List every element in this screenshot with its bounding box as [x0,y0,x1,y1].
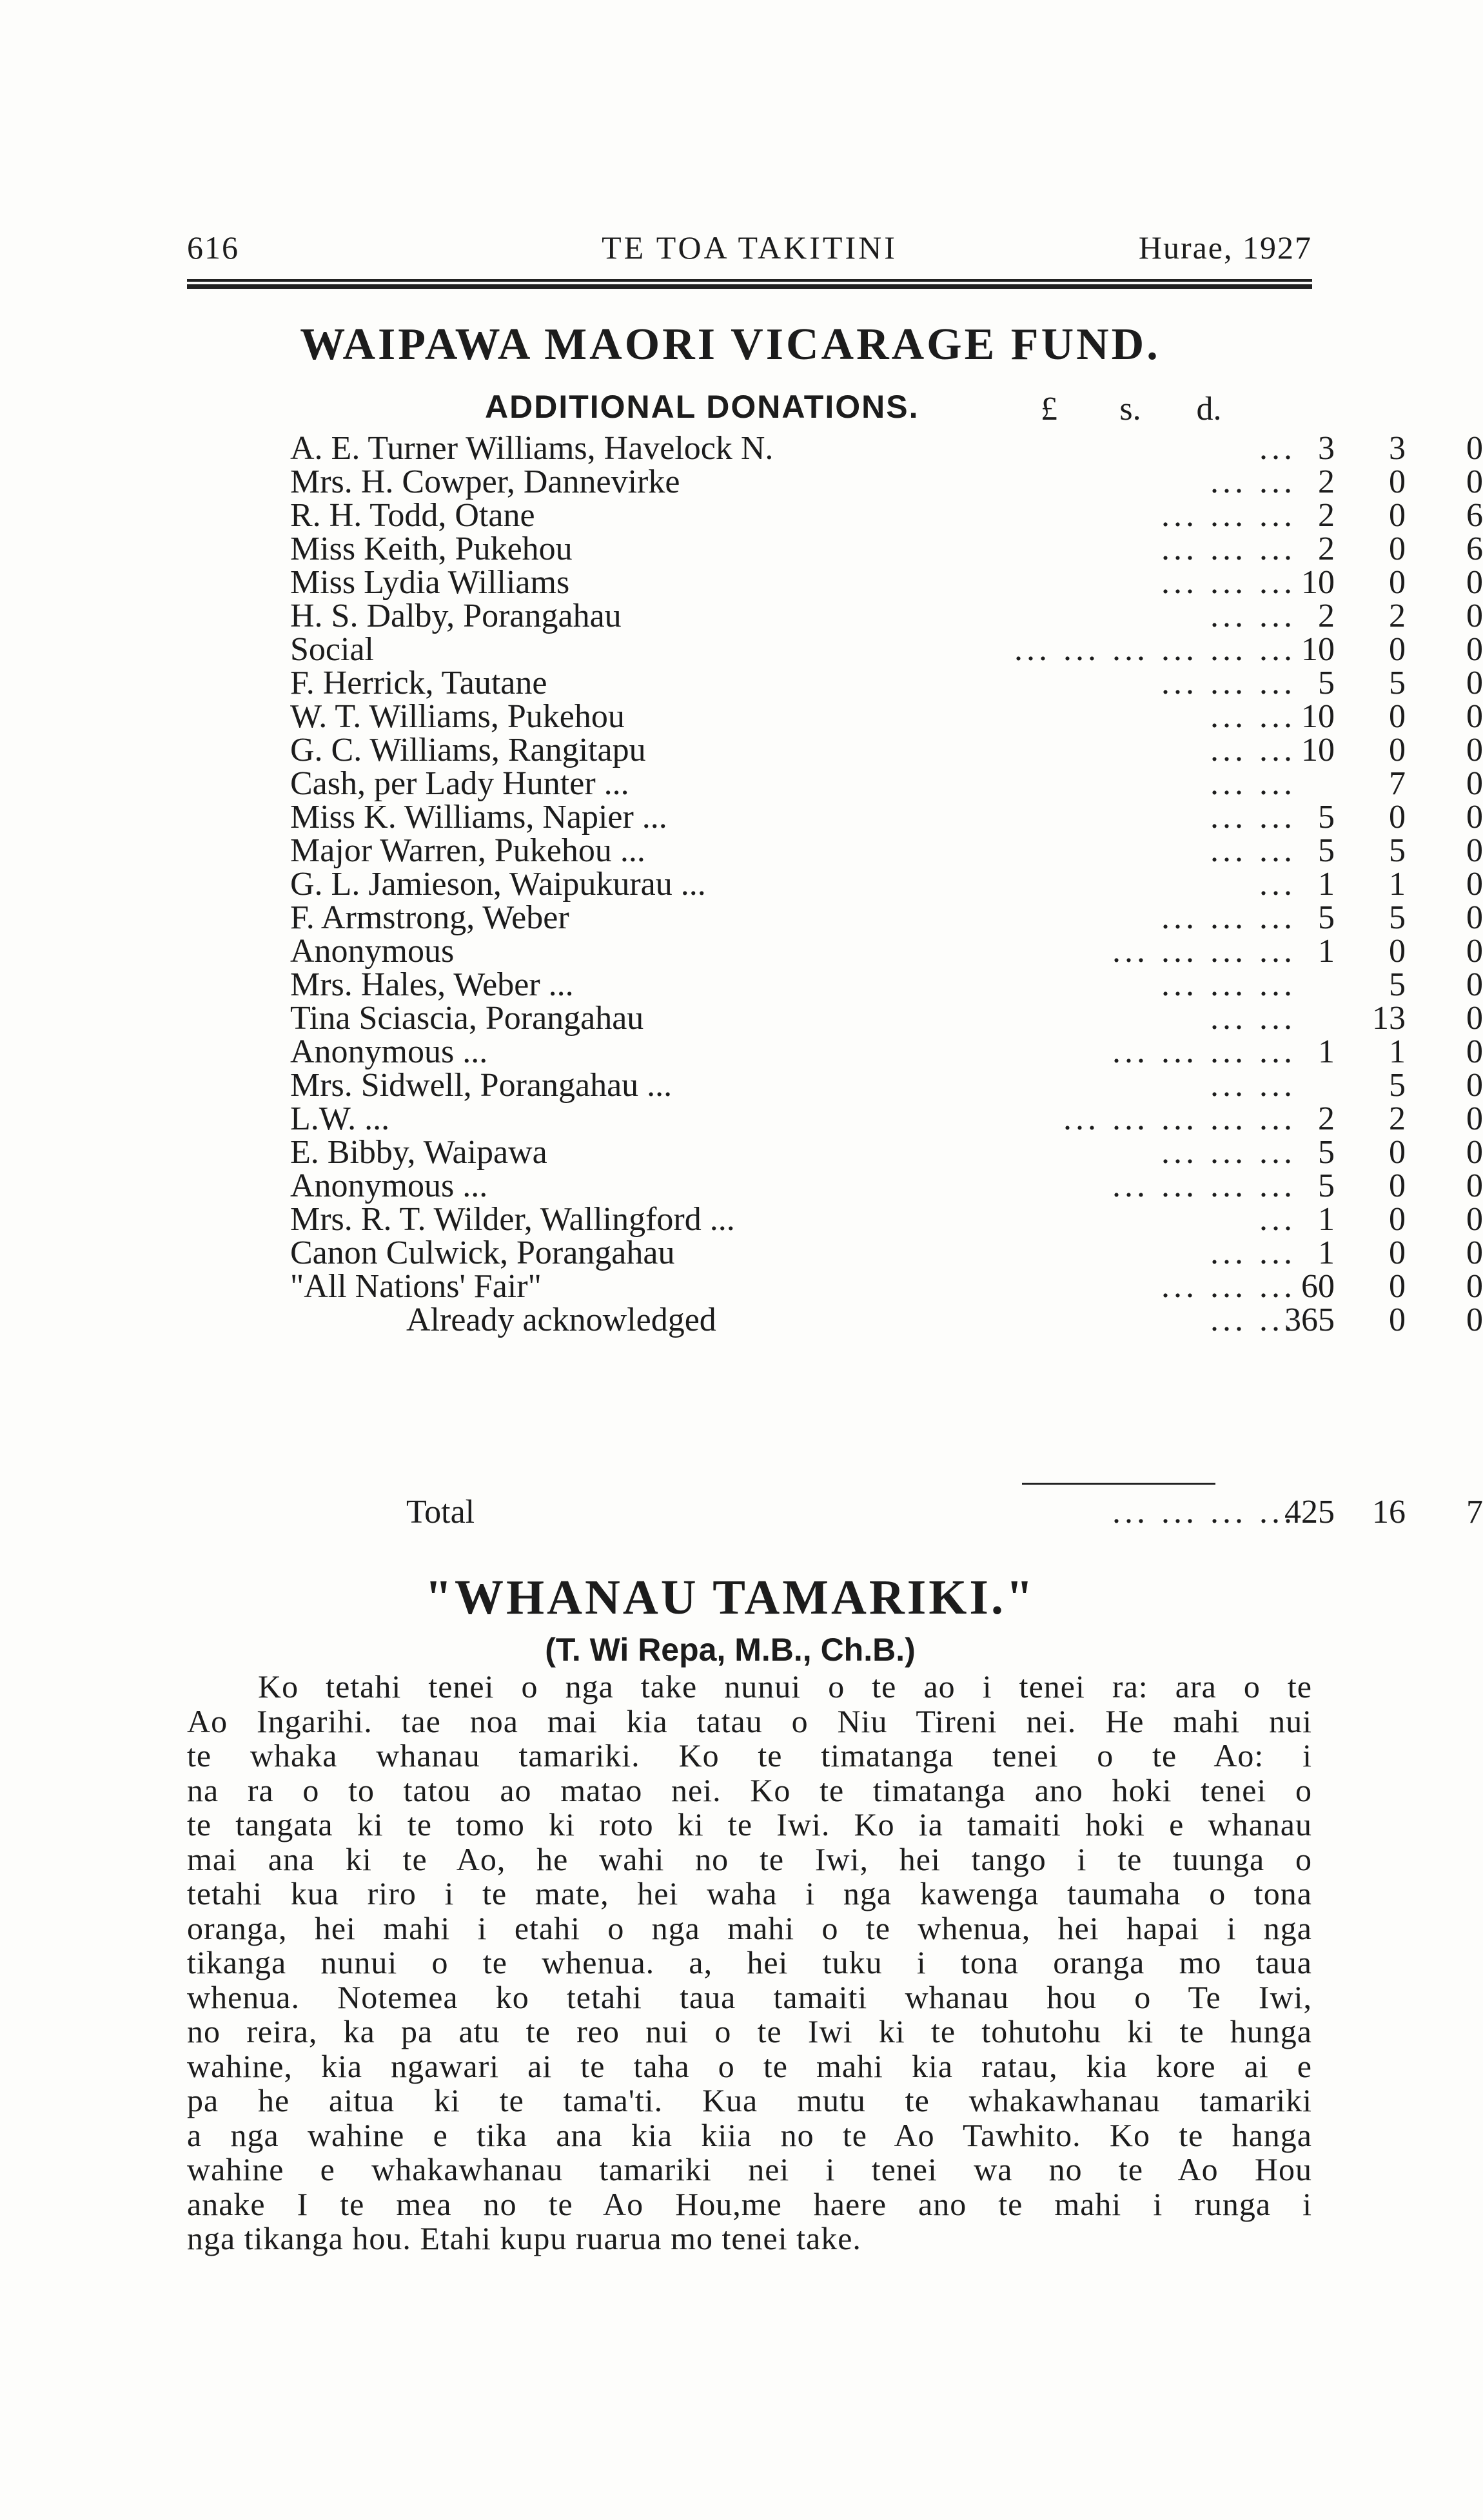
donation-row [290,765,1483,802]
leader-dots: ... ... ... [1161,531,1296,567]
issue-date: Hurae, 1927 [1138,230,1312,266]
donor-name: E. Bibby, Waipawa [290,1134,547,1171]
donor-name: Miss Lydia Williams [290,564,570,601]
donor-name: W. T. Williams, Pukehou [290,698,625,735]
amount-pence: 0 [1466,564,1483,601]
leader-dots: ... ... [1210,1235,1296,1271]
paragraph-line: a nga wahine e tika ana kia kiia no te Ao Tawhito. Ko te hanga [187,2116,1312,2153]
amount-pence: 0 [1466,866,1483,903]
article-body [187,1670,1312,2256]
leader-dots: ... [1259,430,1296,467]
amount-pounds: 365 [1284,1302,1335,1338]
amount-pence: 0 [1466,1134,1483,1171]
leader-dots: ... ... ... [1161,564,1296,601]
amount-pence: 0 [1466,665,1483,701]
amount-pence: 0 [1466,430,1483,467]
amount-shillings: 0 [1389,698,1406,735]
pounds-header: £ [1041,391,1057,427]
donor-name: R. H. Todd, Otane [290,497,535,534]
leader-dots: ... ... ... [1161,1134,1296,1171]
donor-name: Already acknowledged [406,1302,716,1338]
donation-row [290,598,1483,634]
paragraph-line: tikanga nunui o te whenua. a, hei tuku i tona oranga mo taua [187,1944,1312,1980]
amount-pence: 0 [1466,1201,1483,1238]
page-number: 616 [187,230,239,266]
amount-pence: 0 [1466,598,1483,634]
donation-row [290,799,1483,835]
leader-dots: ... ... ... [1161,966,1296,1003]
amount-shillings: 0 [1389,933,1406,970]
pence-header: d. [1196,391,1222,427]
paragraph-line: tetahi kua riro i te mate, hei waha i nga kawenga taumaha o tona [187,1875,1312,1911]
total-row [290,1494,1483,1530]
amount-pence: 0 [1466,966,1483,1003]
donor-name: Canon Culwick, Porangahau [290,1235,675,1271]
donor-name: Mrs. H. Cowper, Dannevirke [290,464,680,500]
donation-row [290,1302,1483,1338]
leader-dots: ... ... [1210,1302,1296,1338]
donor-name: G. C. Williams, Rangitapu [290,732,646,768]
amount-pounds: 2 [1318,1100,1335,1137]
donor-name: Mrs. Hales, Weber ... [290,966,574,1003]
amount-shillings: 3 [1389,430,1406,467]
donation-row [290,933,1483,970]
paragraph-line: Ao Ingarihi. tae noa mai kia tatau o Niu Tireni nei. He mahi nui [187,1703,1312,1739]
leader-dots: ... ... [1210,1000,1296,1037]
donations-subtitle: ADDITIONAL DONATIONS. [485,389,919,425]
leader-dots: ... ... ... ... [1112,933,1296,970]
donation-row [290,1167,1483,1204]
amount-shillings: 13 [1372,1000,1406,1037]
amount-shillings: 0 [1389,1201,1406,1238]
amount-shillings: 0 [1389,1268,1406,1305]
amount-shillings: 7 [1389,765,1406,802]
donation-row [290,564,1483,601]
amount-shillings: 0 [1389,1167,1406,1204]
leader-dots: ... ... [1210,832,1296,869]
amount-pence: 6 [1466,497,1483,534]
amount-pence: 0 [1466,1033,1483,1070]
leader-dots: ... ... [1210,765,1296,802]
amount-pence: 0 [1466,1167,1483,1204]
amount-pence: 0 [1466,698,1483,735]
paragraph-line: mai ana ki te Ao, he wahi no te Iwi, hei tango i te tuunga o [187,1841,1312,1877]
amount-pounds: 10 [1301,732,1335,768]
donor-name: L.W. ... [290,1100,390,1137]
leader-dots: ... ... ... [1161,1268,1296,1305]
amount-shillings: 5 [1389,899,1406,936]
leader-dots: ... ... ... [1161,665,1296,701]
paragraph-line: te whaka whanau tamariki. Ko te timatanga tenei o te Ao: i [187,1737,1312,1773]
amount-shillings: 2 [1389,598,1406,634]
leader-dots: ... [1259,1201,1296,1238]
donor-name: Anonymous ... [290,1033,488,1070]
leader-dots: ... [1259,866,1296,903]
amount-pounds: 10 [1301,564,1335,601]
amount-shillings: 0 [1389,631,1406,668]
amount-pence: 0 [1466,1302,1483,1338]
leader-dots: ... ... [1210,464,1296,500]
donation-row [290,899,1483,936]
leader-dots: ... ... ... ... ... [1063,1100,1296,1137]
journal-title: TE TOA TAKITINI [602,230,898,266]
amount-pounds: 5 [1318,832,1335,869]
total-label: Total [406,1494,475,1530]
leader-dots: ... ... ... ... [1112,1167,1296,1204]
amount-shillings: 0 [1389,1235,1406,1271]
amount-pence: 0 [1466,933,1483,970]
amount-shillings: 5 [1389,665,1406,701]
amount-shillings: 1 [1389,1033,1406,1070]
amount-shillings: 0 [1389,1302,1406,1338]
total-pounds: 425 [1284,1494,1335,1530]
amount-pounds: 60 [1301,1268,1335,1305]
amount-pounds: 2 [1318,598,1335,634]
paragraph-line: whenua. Notemea ko tetahi taua tamaiti whanau hou o Te Iwi, [187,1978,1312,2015]
donor-name: Tina Sciascia, Porangahau [290,1000,644,1037]
paragraph-line: no reira, ka pa atu te reo nui o te Iwi ki te tohutohu ki te hunga [187,2013,1312,2049]
amount-pence: 0 [1466,464,1483,500]
donation-row [290,966,1483,1003]
amount-shillings: 5 [1389,832,1406,869]
amount-pounds: 2 [1318,464,1335,500]
donation-row [290,665,1483,701]
amount-pence: 0 [1466,732,1483,768]
total-leader-dots: ... ... ... ... [1112,1494,1296,1530]
amount-shillings: 0 [1389,497,1406,534]
donation-row [290,732,1483,768]
total-rule [1022,1483,1215,1485]
amount-pounds: 10 [1301,698,1335,735]
total-shillings: 16 [1372,1494,1406,1530]
amount-shillings: 0 [1389,564,1406,601]
fund-title: WAIPAWA MAORI VICARAGE FUND. [300,320,1161,369]
amount-pence: 0 [1466,1000,1483,1037]
paragraph-line: nga tikanga hou. Etahi kupu ruarua mo tenei take. [187,2220,861,2256]
amount-pence: 0 [1466,832,1483,869]
donor-name: Mrs. R. T. Wilder, Wallingford ... [290,1201,735,1238]
donation-row [290,1000,1483,1037]
amount-shillings: 0 [1389,464,1406,500]
leader-dots: ... ... ... ... ... ... [1014,631,1296,668]
leader-dots: ... ... ... [1161,899,1296,936]
donor-name: F. Armstrong, Weber [290,899,569,936]
amount-pence: 0 [1466,899,1483,936]
donation-row [290,1100,1483,1137]
donation-row [290,631,1483,668]
donation-row [290,430,1483,467]
donor-name: F. Herrick, Tautane [290,665,547,701]
donor-name: Cash, per Lady Hunter ... [290,765,629,802]
donation-row [290,464,1483,500]
donation-list [290,430,1483,1338]
leader-dots: ... ... ... ... [1112,1033,1296,1070]
paragraph-line: te tangata ki te tomo ki roto ki te Iwi. Ko ia tamaiti hoki e whanau [187,1806,1312,1842]
donor-name: Major Warren, Pukehou ... [290,832,645,869]
header-rule-thin [187,279,1312,282]
donor-name: Mrs. Sidwell, Porangahau ... [290,1067,673,1104]
donation-row [290,1201,1483,1238]
donor-name: "All Nations' Fair" [290,1268,542,1305]
amount-pounds: 1 [1318,1033,1335,1070]
amount-shillings: 5 [1389,1067,1406,1104]
amount-pounds: 5 [1318,1167,1335,1204]
amount-pounds: 3 [1318,430,1335,467]
amount-pence: 0 [1466,765,1483,802]
shillings-header: s. [1119,391,1141,427]
amount-pence: 0 [1466,799,1483,835]
donation-row [290,1033,1483,1070]
donation-row [290,698,1483,735]
amount-shillings: 0 [1389,1134,1406,1171]
donor-name: Miss K. Williams, Napier ... [290,799,667,835]
article-author: (T. Wi Repa, M.B., Ch.B.) [545,1632,916,1668]
donor-name: A. E. Turner Williams, Havelock N. [290,430,774,467]
amount-pence: 0 [1466,1100,1483,1137]
amount-pounds: 1 [1318,866,1335,903]
donation-row [290,1268,1483,1305]
donor-name: Anonymous ... [290,1167,488,1204]
amount-shillings: 1 [1389,866,1406,903]
donor-name: G. L. Jamieson, Waipukurau ... [290,866,706,903]
donor-name: Anonymous [290,933,455,970]
paragraph-line: wahine, kia ngawari ai te taha o te mahi kia ratau, kia kore ai e [187,2047,1312,2084]
leader-dots: ... ... [1210,732,1296,768]
header-rule-thick [187,284,1312,289]
amount-pounds: 2 [1318,497,1335,534]
leader-dots: ... ... [1210,1067,1296,1104]
amount-pounds: 5 [1318,1134,1335,1171]
leader-dots: ... ... [1210,698,1296,735]
amount-shillings: 0 [1389,732,1406,768]
article-title: "WHANAU TAMARIKI." [424,1570,1036,1625]
leader-dots: ... ... ... [1161,497,1296,534]
amount-pounds: 10 [1301,631,1335,668]
amount-shillings: 0 [1389,799,1406,835]
donation-row [290,1067,1483,1104]
paragraph-line: pa he aitua ki te tama'ti. Kua mutu te whakawhanau tamariki [187,2082,1312,2118]
donation-row [290,1134,1483,1171]
donor-name: H. S. Dalby, Porangahau [290,598,622,634]
amount-pounds: 5 [1318,665,1335,701]
amount-pounds: 5 [1318,899,1335,936]
total-pence: 7 [1466,1494,1483,1530]
amount-pence: 0 [1466,1235,1483,1271]
donor-name: Social [290,631,374,668]
donation-row [290,497,1483,534]
amount-pounds: 1 [1318,1235,1335,1271]
amount-shillings: 0 [1389,531,1406,567]
paragraph-line: oranga, hei mahi i etahi o nga mahi o te whenua, hei hapai i nga [187,1910,1312,1946]
amount-pence: 6 [1466,531,1483,567]
donor-name: Miss Keith, Pukehou [290,531,573,567]
leader-dots: ... ... [1210,799,1296,835]
amount-pounds: 5 [1318,799,1335,835]
donation-row [290,832,1483,869]
amount-shillings: 2 [1389,1100,1406,1137]
paragraph-line: wahine e whakawhanau tamariki nei i tenei wa no te Ao Hou [187,2151,1312,2187]
donation-row [290,1235,1483,1271]
paragraph-line: na ra o to tatou ao matao nei. Ko te timatanga ano hoki tenei o [187,1772,1312,1808]
amount-shillings: 5 [1389,966,1406,1003]
amount-pounds: 2 [1318,531,1335,567]
amount-pence: 0 [1466,1067,1483,1104]
amount-pounds: 1 [1318,1201,1335,1238]
amount-pence: 0 [1466,631,1483,668]
leader-dots: ... ... [1210,598,1296,634]
donation-row [290,866,1483,903]
paragraph-line: anake I te mea no te Ao Hou,me haere ano te mahi i runga i [187,2185,1312,2222]
donation-row [290,531,1483,567]
amount-pounds: 1 [1318,933,1335,970]
paragraph-line: Ko tetahi tenei o nga take nunui o te ao i tenei ra: ara o te [258,1668,1312,1704]
amount-pence: 0 [1466,1268,1483,1305]
page-header [187,229,1312,274]
